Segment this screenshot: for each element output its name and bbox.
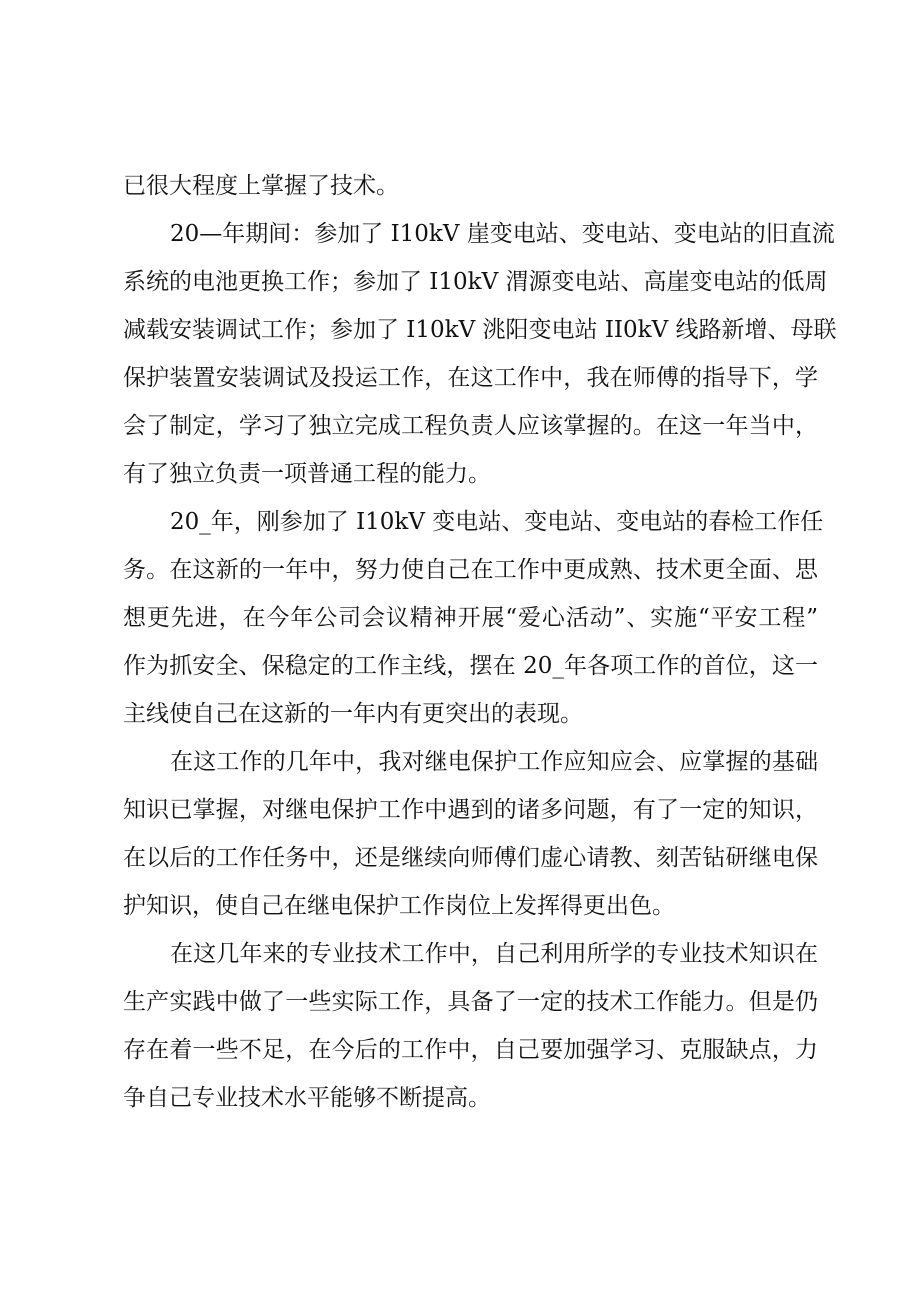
text-line: 已很大程度上掌握了技术。 <box>123 173 399 199</box>
text-line: 减载安装调试工作；参加了 I10kV 洮阳变电站 II0kV 线路新增、母联 <box>123 317 837 343</box>
paragraph <box>123 930 818 1122</box>
text-line: 存在着一些不足，在今后的工作中，自己要加强学习、克服缺点，力 <box>123 1037 818 1063</box>
text-line: 系统的电池更换工作；参加了 I10kV 渭源变电站、高崖变电站的低周 <box>123 269 828 295</box>
text-line: 知识已掌握，对继电保护工作中遇到的诸多问题，有了一定的知识， <box>123 797 818 823</box>
text-line: 在以后的工作任务中，还是继续向师傅们虚心请教、刻苦钻研继电保 <box>123 845 818 871</box>
text-line: 作为抓安全、保稳定的工作主线，摆在 20_年各项工作的首位，这一 <box>123 653 818 679</box>
text-line: 护知识，使自己在继电保护工作岗位上发挥得更出色。 <box>123 893 675 919</box>
text-line: 在这几年来的专业技术工作中，自己利用所学的专业技术知识在 <box>170 941 818 967</box>
text-line: 在这工作的几年中，我对继电保护工作应知应会、应掌握的基础 <box>170 749 818 775</box>
text-line: 20—年期间：参加了 I10kV 崖变电站、变电站、变电站的旧直流 <box>170 221 835 247</box>
text-line: 想更先进，在今年公司会议精神开展“爱心活动”、实施“平安工程” <box>123 605 818 631</box>
text-line: 主线使自己在这新的一年内有更突出的表现。 <box>123 701 583 727</box>
text-line: 会了制定，学习了独立完成工程负责人应该掌握的。在这一年当中， <box>123 413 818 439</box>
paragraph <box>123 162 818 210</box>
paragraph <box>123 738 818 930</box>
document-body <box>123 162 837 1122</box>
text-line: 20_年，刚参加了 I10kV 变电站、变电站、变电站的春检工作任 <box>170 509 824 535</box>
text-line: 有了独立负责一项普通工程的能力。 <box>123 461 491 487</box>
text-line: 保护装置安装调试及投运工作，在这工作中，我在师傅的指导下，学 <box>123 365 818 391</box>
text-line: 务。在这新的一年中，努力使自己在工作中更成熟、技术更全面、思 <box>123 557 818 583</box>
text-line: 生产实践中做了一些实际工作，具备了一定的技术工作能力。但是仍 <box>123 989 818 1015</box>
paragraph <box>123 210 837 498</box>
text-line: 争自己专业技术水平能够不断提高。 <box>123 1085 491 1111</box>
paragraph <box>123 498 824 738</box>
